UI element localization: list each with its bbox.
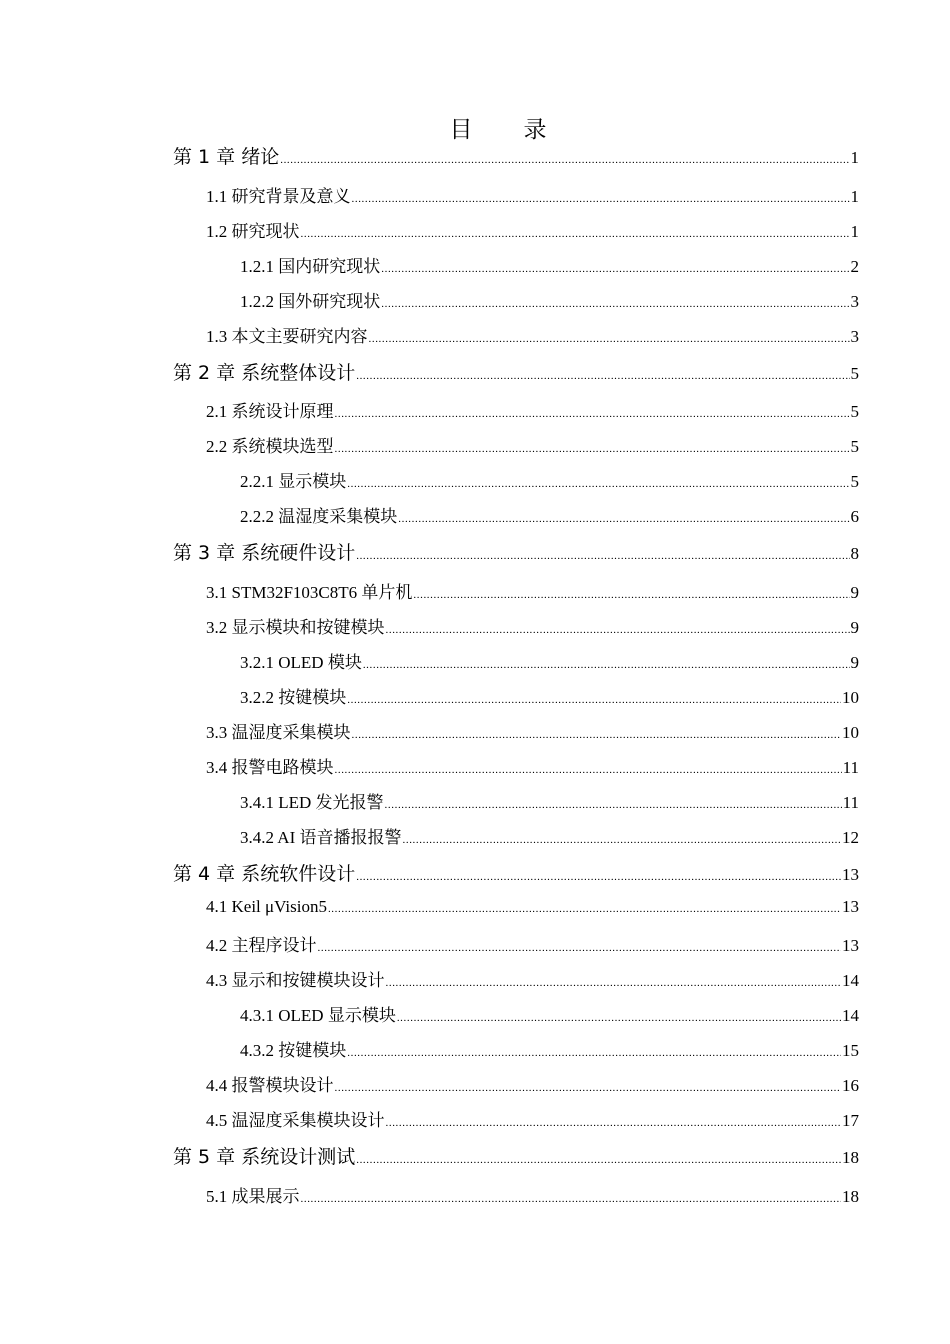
toc-entry-title: 3.2.1 OLED 模块 [240,653,362,672]
toc-page-number: 16 [842,1076,859,1095]
toc-page-number: 2 [850,257,859,276]
toc-entry-title: 2.2.2 温湿度采集模块 [240,507,398,526]
toc-entry-title: 3.4.1 LED 发光报警 [240,793,384,812]
toc-entry[interactable] [206,397,859,422]
toc-page-number: 3 [850,292,859,311]
toc-page-number: 14 [842,1006,859,1025]
toc-entry[interactable] [206,718,859,743]
toc-entry[interactable] [173,142,859,169]
dot-leader [397,1012,841,1024]
toc-entry[interactable] [206,897,859,917]
toc-page-number: 9 [850,618,859,637]
dot-leader [386,624,850,636]
dot-leader [335,443,850,455]
toc-page-number: 12 [842,828,859,847]
dot-leader [398,513,849,525]
dot-leader [356,871,841,883]
toc-entry-title: 2.1 系统设计原理 [206,402,334,421]
toc-entry-title: 第 1 章 绪论 [173,146,280,168]
toc-entry-title: 1.1 研究背景及意义 [206,187,351,206]
dot-leader [403,834,842,846]
toc-page-number: 5 [850,472,859,491]
dot-leader [413,589,849,601]
toc-entry[interactable] [206,322,859,347]
toc-entry-title: 3.4 报警电路模块 [206,758,334,777]
toc-entry[interactable] [173,538,859,565]
toc-entry-title: 第 5 章 系统设计测试 [173,1146,356,1168]
toc-entry-title: 1.2.2 国外研究现状 [240,292,381,311]
dot-leader [280,154,849,166]
toc-entry[interactable] [206,613,859,638]
toc-page-number: 11 [842,793,859,812]
toc-page-number: 1 [850,148,859,167]
toc-entry-title: 4.3 显示和按键模块设计 [206,971,385,990]
toc-page-number: 10 [842,723,859,742]
toc-entry[interactable] [206,1071,859,1096]
toc-entry-title: 5.1 成果展示 [206,1187,300,1206]
toc-entry[interactable] [206,1106,859,1131]
toc-page-number: 11 [842,758,859,777]
dot-leader [356,1154,841,1166]
toc-entry[interactable] [206,753,859,778]
toc-entry-title: 4.1 Keil μVision5 [206,897,327,916]
toc-page-number: 9 [850,583,859,602]
toc-entry[interactable] [206,217,859,242]
dot-leader [335,408,850,420]
toc-entry-title: 3.4.2 AI 语音播报报警 [240,828,402,847]
toc-entry[interactable] [206,966,859,991]
dot-leader [386,977,842,989]
toc-page-number: 15 [842,1041,859,1060]
dot-leader [385,799,842,811]
toc-page-number: 9 [850,653,859,672]
dot-leader [352,193,850,205]
toc-entry-title: 2.2.1 显示模块 [240,472,347,491]
toc-page-number: 5 [850,364,859,383]
toc-page-number: 18 [842,1148,859,1167]
toc-entry[interactable] [240,1001,859,1026]
dot-leader [301,228,850,240]
toc-page-number: 13 [842,897,859,916]
dot-leader [363,659,850,671]
toc-page-number: 18 [842,1187,859,1206]
toc-entry[interactable] [173,358,859,385]
toc-entry-title: 第 3 章 系统硬件设计 [173,542,356,564]
toc-entry[interactable] [240,648,859,673]
toc-entry-title: 第 2 章 系统整体设计 [173,362,356,384]
dot-leader [301,1193,842,1205]
toc-entry[interactable] [240,823,859,848]
toc-page-number: 13 [842,936,859,955]
toc-page-number: 6 [850,507,859,526]
toc-entry-title: 2.2 系统模块选型 [206,437,334,456]
toc-entry-title: 1.2.1 国内研究现状 [240,257,381,276]
dot-leader [386,1117,842,1129]
toc-page-number: 5 [850,402,859,421]
toc-entry[interactable] [173,1142,859,1169]
toc-entry-title: 4.5 温湿度采集模块设计 [206,1111,385,1130]
toc-entry-title: 3.2 显示模块和按键模块 [206,618,385,637]
dot-leader [356,370,849,382]
dot-leader [318,942,842,954]
dot-leader [335,1082,842,1094]
toc-entry-title: 3.3 温湿度采集模块 [206,723,351,742]
dot-leader [347,478,849,490]
toc-page-number: 17 [842,1111,859,1130]
toc-entry[interactable] [240,502,859,527]
toc-entry[interactable] [206,432,859,457]
toc-entry-title: 4.3.1 OLED 显示模块 [240,1006,396,1025]
toc-entry[interactable] [240,788,859,813]
toc-entry[interactable] [240,252,859,277]
toc-entry[interactable] [240,683,859,708]
toc-page-number: 1 [850,187,859,206]
toc-page-number: 5 [850,437,859,456]
dot-leader [352,729,842,741]
toc-entry[interactable] [206,1182,859,1207]
dot-leader [347,694,841,706]
toc-entry-title: 1.3 本文主要研究内容 [206,327,368,346]
dot-leader [381,298,849,310]
toc-page-number: 14 [842,971,859,990]
toc-entry-title: 3.1 STM32F103C8T6 单片机 [206,583,413,602]
toc-page-number: 8 [850,544,859,563]
toc-entry[interactable] [206,578,859,603]
dot-leader [347,1047,841,1059]
toc-entry-title: 4.2 主程序设计 [206,936,317,955]
toc-entry[interactable] [240,1036,859,1061]
toc-entry-title: 4.4 报警模块设计 [206,1076,334,1095]
toc-page-number: 10 [842,688,859,707]
toc-page-number: 3 [850,327,859,346]
dot-leader [356,550,849,562]
toc-entry-title: 第 4 章 系统软件设计 [173,863,356,885]
toc-page-number: 1 [850,222,859,241]
toc-entry[interactable] [206,931,859,956]
toc-title: 目 录 [449,117,561,143]
toc-entry[interactable] [173,859,859,886]
toc-entry[interactable] [206,182,859,207]
toc-entry-title: 3.2.2 按键模块 [240,688,347,707]
toc-entry[interactable] [240,467,859,492]
toc-entry-title: 4.3.2 按键模块 [240,1041,347,1060]
toc-entry[interactable] [240,287,859,312]
dot-leader [381,263,849,275]
dot-leader [328,903,841,915]
dot-leader [369,333,850,345]
dot-leader [335,764,842,776]
toc-entry-title: 1.2 研究现状 [206,222,300,241]
toc-page-number: 13 [842,865,859,884]
